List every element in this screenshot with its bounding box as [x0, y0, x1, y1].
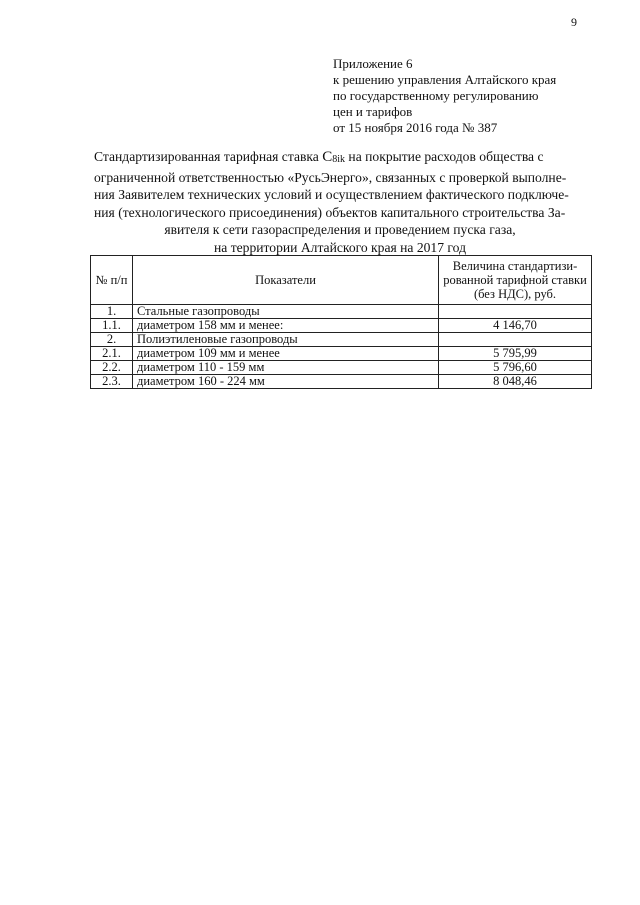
- header-num: № п/п: [91, 256, 133, 305]
- row-value: 8 048,46: [439, 375, 592, 389]
- row-value: 5 796,60: [439, 361, 592, 375]
- tariff-symbol-sub: 8ik: [332, 154, 346, 165]
- row-value: 5 795,99: [439, 347, 592, 361]
- appendix-line: к решению управления Алтайского края: [333, 72, 557, 87]
- table-row: [91, 347, 592, 361]
- page-number: 9: [571, 15, 577, 29]
- row-num: 2.3.: [91, 375, 133, 389]
- row-value: 4 146,70: [439, 319, 592, 333]
- row-num: 1.1.: [91, 319, 133, 333]
- row-num: 2.2.: [91, 361, 133, 375]
- row-num: 2.1.: [91, 347, 133, 361]
- table-row: [91, 333, 592, 347]
- header-value: Величина стандартизи- рованной тарифной ставки (без НДС), руб.: [439, 256, 592, 305]
- table-row: [91, 375, 592, 389]
- row-indicator: Стальные газопроводы: [133, 305, 439, 319]
- row-value: [439, 333, 592, 347]
- row-num: 1.: [91, 305, 133, 319]
- appendix-line: от 15 ноября 2016 года № 387: [333, 120, 498, 135]
- tariff-symbol: C: [322, 149, 333, 165]
- appendix-line: по государственному регулированию: [333, 88, 539, 103]
- title-line: на территории Алтайского края на 2017 год: [214, 239, 466, 255]
- row-indicator: Полиэтиленовые газопроводы: [133, 333, 439, 347]
- table-header-row: [91, 256, 592, 305]
- table-row: [91, 305, 592, 319]
- table-row: [91, 319, 592, 333]
- tariff-table: [90, 255, 592, 389]
- appendix-header: [333, 56, 556, 136]
- appendix-line: цен и тарифов: [333, 104, 413, 119]
- appendix-line: Приложение 6: [333, 56, 413, 71]
- row-indicator: диаметром 158 мм и менее:: [133, 319, 439, 333]
- row-value: [439, 305, 592, 319]
- table-row: [91, 361, 592, 375]
- row-indicator: диаметром 160 - 224 мм: [133, 375, 439, 389]
- title-line: ния (технологического присоединения) объектов капитального строительства За-: [94, 204, 566, 220]
- title-line: явителя к сети газораспределения и проведением пуска газа,: [164, 222, 516, 237]
- title-line: ния Заявителем технических условий и осуществлением фактического подключе-: [94, 187, 569, 202]
- header-indicator: Показатели: [133, 256, 439, 305]
- document-title: [94, 148, 586, 256]
- row-num: 2.: [91, 333, 133, 347]
- title-text: на покрытие расходов общества с: [345, 149, 544, 164]
- title-line: ограниченной ответственностью «РусьЭнерго», связанных с проверкой выполне-: [94, 169, 567, 185]
- title-text: Стандартизированная тарифная ставка: [94, 149, 323, 164]
- row-indicator: диаметром 109 мм и менее: [133, 347, 439, 361]
- title-line: [94, 148, 586, 169]
- row-indicator: диаметром 110 - 159 мм: [133, 361, 439, 375]
